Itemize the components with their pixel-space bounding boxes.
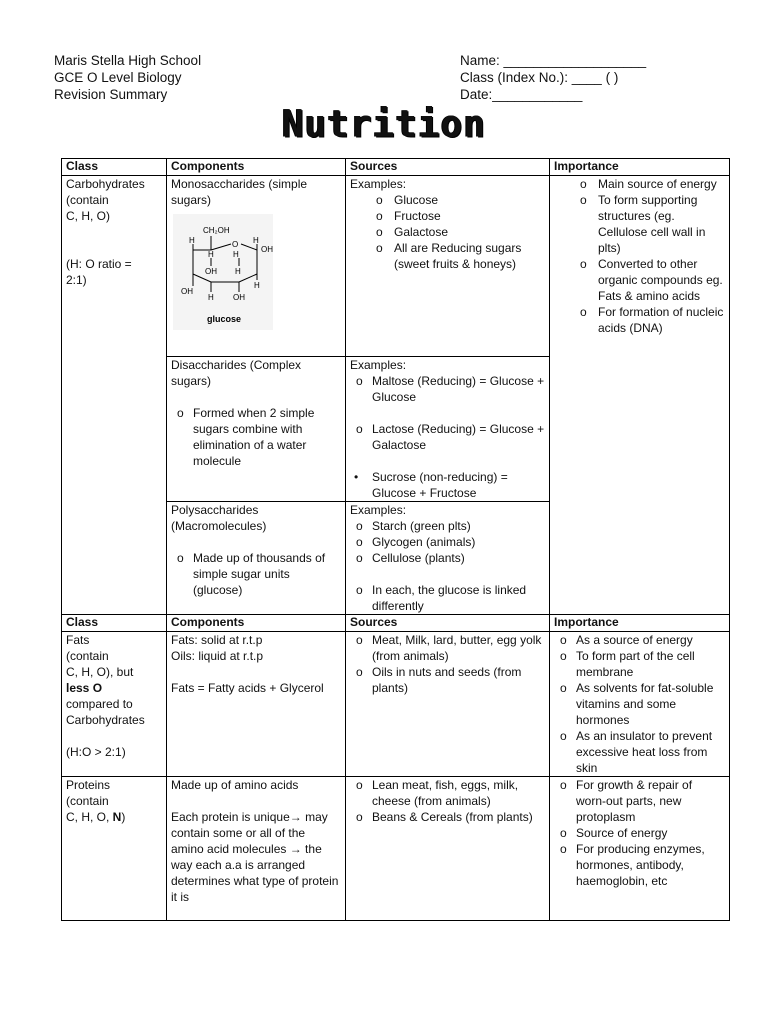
fats-sources-cell bbox=[346, 632, 550, 777]
date-field: Date:____________ bbox=[460, 87, 583, 102]
list-item: o To form part of the cell membrane bbox=[554, 648, 725, 680]
header-left bbox=[54, 52, 201, 103]
list-item: o Oils in nuts and seeds (from plants) bbox=[350, 664, 545, 696]
list-item: o To form supporting structures (eg. Cellulose cell wall in plts) bbox=[554, 192, 725, 256]
poly-components-cell: Polysaccharides (Macromolecules) o Made up of thousands of simple sugar units (glucose) bbox=[167, 502, 346, 615]
proteins-class-cell: Proteins (contain C, H, O, N) bbox=[62, 777, 167, 921]
list-item: o Beans & Cereals (from plants) bbox=[350, 809, 545, 825]
mono-components-cell bbox=[167, 176, 346, 357]
list-item: o Lactose (Reducing) = Glucose + Galactose bbox=[350, 421, 545, 453]
list-item: o Main source of energy bbox=[554, 176, 725, 192]
course-name: GCE O Level Biology bbox=[54, 70, 182, 85]
diagram-oh-left: OH bbox=[181, 287, 193, 296]
list-item: o Made up of thousands of simple sugar units (glucose) bbox=[171, 550, 341, 598]
proteins-importance-cell bbox=[550, 777, 730, 921]
list-item: o Meat, Milk, lard, butter, egg yolk (from animals) bbox=[350, 632, 545, 664]
glucose-structure-diagram bbox=[173, 214, 273, 330]
mono-label: Monosaccharides (simple sugars) bbox=[171, 177, 308, 207]
list-item: o As a source of energy bbox=[554, 632, 725, 648]
list-item: o Maltose (Reducing) = Glucose + Glucose bbox=[350, 373, 545, 405]
list-item: o Starch (green plts) bbox=[350, 518, 545, 534]
name-field: Name: ___________________ bbox=[460, 53, 647, 68]
table-row-fats bbox=[62, 632, 730, 777]
nutrition-table bbox=[61, 158, 730, 921]
glucose-caption: glucose bbox=[207, 314, 242, 324]
mono-sources-cell: Examples: o Glucose o Fructose o Galactose o All are Reducing sugars (sweet fruits & honeys) bbox=[346, 176, 550, 357]
list-item: o As an insulator to prevent excessive heat loss from skin bbox=[554, 728, 725, 776]
diagram-oh-mid: OH bbox=[205, 267, 217, 276]
list-item: o Formed when 2 simple sugars combine with elimination of a water molecule bbox=[171, 405, 341, 469]
carbs-class-cell: Carbohydrates (contain C, H, O) (H: O ratio = 2:1) bbox=[62, 176, 167, 615]
list-item: o For growth & repair of worn-out parts, new protoplasm bbox=[554, 777, 725, 825]
table-row-mono bbox=[62, 176, 730, 357]
diagram-h6: H bbox=[208, 293, 214, 302]
fats-components-cell: Fats: solid at r.t.p Oils: liquid at r.t.p Fats = Fatty acids + Glycerol bbox=[167, 632, 346, 777]
list-item: o For producing enzymes, hormones, antibody, haemoglobin, etc bbox=[554, 841, 725, 889]
proteins-sources-cell bbox=[346, 777, 550, 921]
diagram-oh-right: OH bbox=[261, 245, 273, 254]
diagram-h2: H bbox=[253, 236, 259, 245]
school-name: Maris Stella High School bbox=[54, 53, 202, 68]
diagram-h-ring: H bbox=[233, 250, 239, 259]
proteins-components-cell: Made up of amino acids Each protein is unique→ may contain some or all of the amino acid molecules → the way each a.a is arranged determines what type of protein it is bbox=[167, 777, 346, 921]
page-title: Nutrition bbox=[281, 102, 487, 147]
list-item: o Fructose bbox=[350, 208, 545, 224]
list-item: o Glycogen (animals) bbox=[350, 534, 545, 550]
table-header-row bbox=[62, 159, 730, 176]
diagram-ring-o: O bbox=[232, 240, 239, 249]
list-item: o All are Reducing sugars (sweet fruits & honeys) bbox=[350, 240, 545, 272]
col-importance: Importance bbox=[550, 159, 730, 176]
diagram-ch2oh: CH₂OH bbox=[203, 226, 230, 235]
diagram-h1: H bbox=[189, 236, 195, 245]
list-item: o For formation of nucleic acids (DNA) bbox=[554, 304, 725, 336]
list-item: o As solvents for fat-soluble vitamins and some hormones bbox=[554, 680, 725, 728]
col-sources: Sources bbox=[346, 159, 550, 176]
list-item: o Source of energy bbox=[554, 825, 725, 841]
class-index-field: Class (Index No.): ____ ( ) bbox=[460, 70, 619, 85]
di-sources-cell: Examples: o Maltose (Reducing) = Glucose + Glucose o Lactose (Reducing) = Glucose + Galactose • Sucrose (non-reducing) = Glucose + Fructose bbox=[346, 357, 550, 502]
header-right bbox=[460, 52, 646, 103]
list-item: • Sucrose (non-reducing) = Glucose + Fructose bbox=[350, 469, 545, 501]
diagram-oh-bottom: OH bbox=[233, 293, 245, 302]
list-item: o Lean meat, fish, eggs, milk, cheese (from animals) bbox=[350, 777, 545, 809]
diagram-h5: H bbox=[254, 281, 260, 290]
list-item: o Glucose bbox=[350, 192, 545, 208]
fats-importance-cell bbox=[550, 632, 730, 777]
list-item: o Converted to other organic compounds eg. Fats & amino acids bbox=[554, 256, 725, 304]
doc-type: Revision Summary bbox=[54, 87, 168, 102]
diagram-h4: H bbox=[235, 267, 241, 276]
col-components: Components bbox=[167, 159, 346, 176]
list-item: o Cellulose (plants) bbox=[350, 550, 545, 566]
list-item: o Galactose bbox=[350, 224, 545, 240]
col-class: Class bbox=[62, 159, 167, 176]
table-header-row: Class Components Sources Importance bbox=[62, 615, 730, 632]
diagram-h3: H bbox=[208, 250, 214, 259]
list-item: o In each, the glucose is linked differently bbox=[350, 582, 545, 614]
table-row-proteins bbox=[62, 777, 730, 921]
di-components-cell: Disaccharides (Complex sugars) o Formed when 2 simple sugars combine with elimination of a water molecule bbox=[167, 357, 346, 502]
fats-class-cell: Fats (contain C, H, O), but less O compared to Carbohydrates (H:O > 2:1) bbox=[62, 632, 167, 777]
carbs-importance-cell bbox=[550, 176, 730, 615]
poly-sources-cell: Examples: o Starch (green plts) o Glycogen (animals) o Cellulose (plants) o In each, the glucose is linked differently bbox=[346, 502, 550, 615]
